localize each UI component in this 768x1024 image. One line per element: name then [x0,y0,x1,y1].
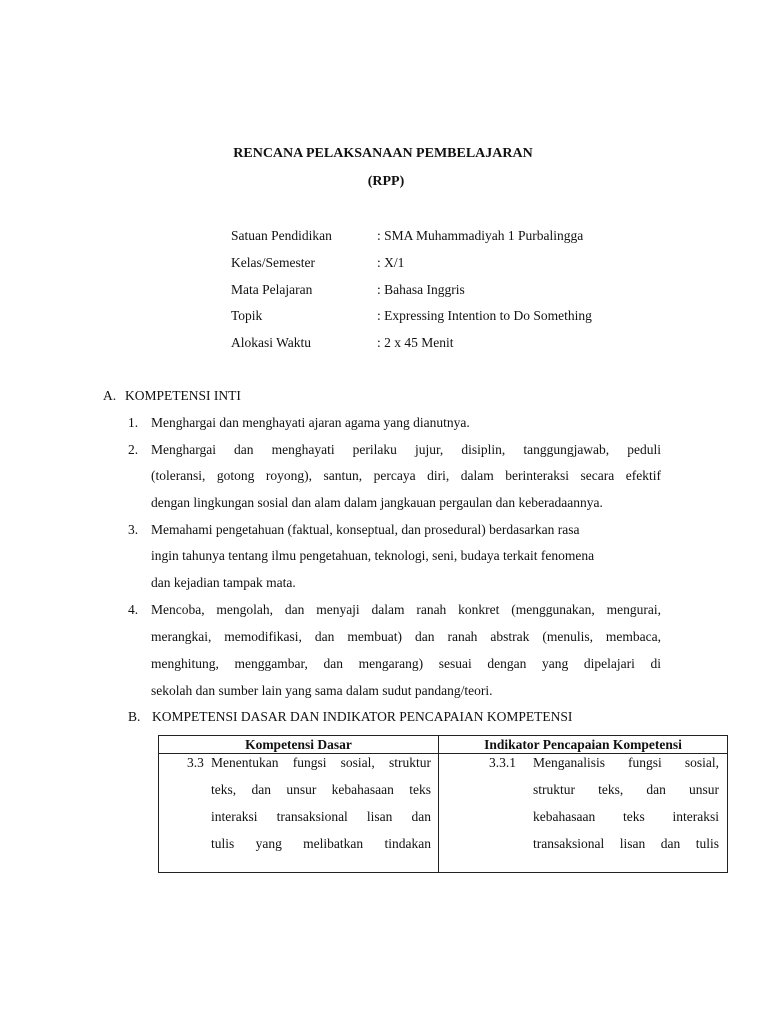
list-line: ingin tahunya tentang ilmu pengetahuan, teknologi, seni, budaya terkait fenomena [151,548,595,563]
table-cell-ipk [439,754,728,873]
list-line: Menghargai dan menghayati perilaku jujur, disiplin, tanggungjawab, peduli [151,442,661,457]
kd-number: 3.3 [187,755,204,770]
cell-line: interaksi transaksional lisan dan [211,809,431,824]
list-line: menghitung, menggambar, dan mengarang) sesuai dengan yang dipelajari di [151,656,661,671]
list-line: (toleransi, gotong royong), santun, percaya diri, dalam berinteraksi secara efektif [151,468,661,483]
section-letter: A. [103,388,117,403]
document-title: RENCANA PELAKSANAAN PEMBELAJARAN [233,146,533,161]
info-value: : SMA Muhammadiyah 1 Purbalingga [377,228,584,243]
table-cell-kd [159,754,439,873]
cell-line: Menganalisis fungsi sosial, [533,755,719,770]
info-label: Satuan Pendidikan [231,228,332,243]
list-number: 4. [128,602,139,617]
list-line: merangkai, memodifikasi, dan membuat) dan ranah abstrak (menulis, membaca, [151,629,661,644]
info-label: Topik [231,308,263,323]
ipk-number: 3.3.1 [489,755,516,770]
cell-line: transaksional lisan dan tulis [533,836,719,851]
table-header-cell: Indikator Pencapaian Kompetensi [439,736,728,754]
list-line: dengan lingkungan sosial dan alam dalam jangkauan pergaulan dan keberadaannya. [151,495,603,510]
section-title: KOMPETENSI INTI [125,388,241,403]
info-value: : X/1 [377,255,405,270]
list-number: 1. [128,415,139,430]
section-title: KOMPETENSI DASAR DAN INDIKATOR PENCAPAIAN KOMPETENSI [152,709,573,724]
info-label: Mata Pelajaran [231,282,313,297]
info-label: Kelas/Semester [231,255,315,270]
list-number: 3. [128,522,139,537]
cell-line: Menentukan fungsi sosial, struktur [211,755,431,770]
table-row [159,754,728,873]
info-value: : Bahasa Inggris [377,282,465,297]
cell-line: kebahasaan teks interaksi [533,809,719,824]
table-header-cell: Kompetensi Dasar [159,736,439,754]
document-subtitle: (RPP) [367,174,405,189]
info-value: : 2 x 45 Menit [377,335,454,350]
competency-table [158,735,728,873]
list-number: 2. [128,442,139,457]
cell-line: teks, dan unsur kebahasaan teks [211,782,431,797]
table-header-row [159,736,728,754]
section-letter: B. [128,709,141,724]
info-label: Alokasi Waktu [231,335,312,350]
list-line: sekolah dan sumber lain yang sama dalam sudut pandang/teori. [151,683,493,698]
list-line: Mencoba, mengolah, dan menyaji dalam ranah konkret (menggunakan, mengurai, [151,602,661,617]
list-line: Menghargai dan menghayati ajaran agama yang dianutnya. [151,415,470,430]
cell-line: tulis yang melibatkan tindakan [211,836,431,851]
info-value: : Expressing Intention to Do Something [377,308,592,323]
cell-line: struktur teks, dan unsur [533,782,719,797]
list-line: Memahami pengetahuan (faktual, konseptual, dan prosedural) berdasarkan rasa [151,522,580,537]
list-line: dan kejadian tampak mata. [151,575,296,590]
